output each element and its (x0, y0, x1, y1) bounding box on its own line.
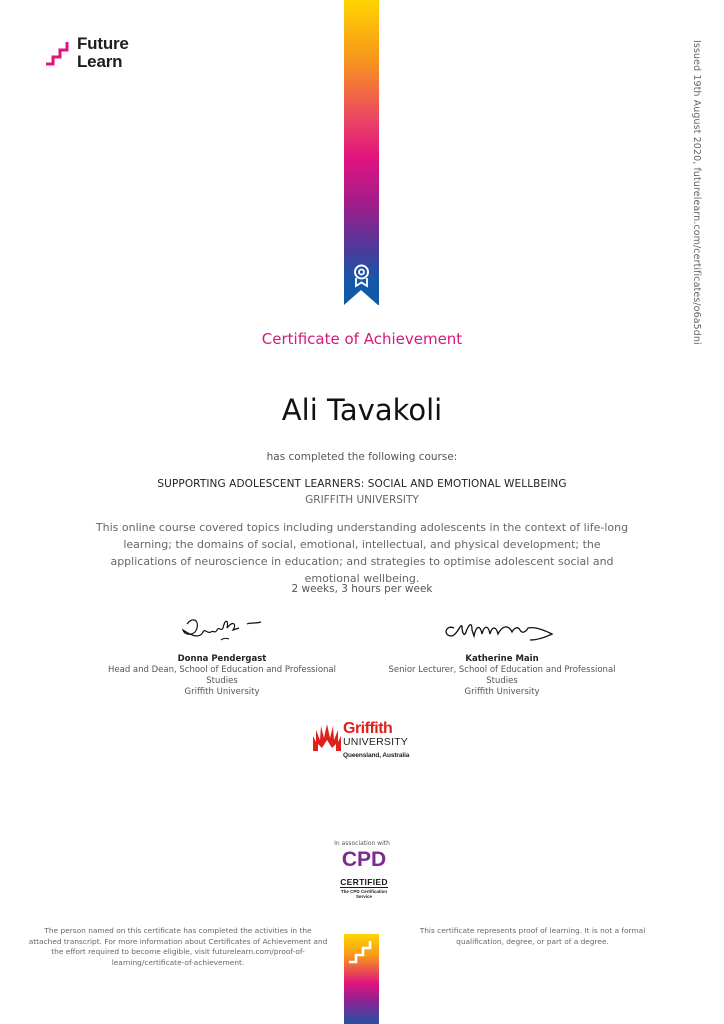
top-ribbon (344, 0, 379, 305)
futurelearn-logo (45, 35, 129, 71)
course-duration: 2 weeks, 3 hours per week (291, 583, 433, 595)
signatory-1 (92, 610, 352, 698)
signatory-2 (372, 610, 632, 698)
course-description: This online course covered topics including understanding adolescents in the context of life-long learning; the domains of social, emotional, intellectual, and physical development; the applications of neuroscience in education; and strategies to optimise adolescent social and emotional wellbeing. (95, 521, 629, 585)
griffith-flame-icon (312, 724, 342, 752)
griffith-university-label: UNIVERSITY (343, 736, 409, 748)
certificate-title: Certificate of Achievement (261, 330, 463, 348)
signatory-role: Senior Lecturer, School of Education and Professional Studies (388, 665, 616, 686)
cpd-letters: CPD (341, 848, 387, 871)
institution-name: GRIFFITH UNIVERSITY (305, 494, 419, 506)
stairs-icon (45, 40, 71, 66)
signature-donna-pendergast (177, 610, 267, 650)
cpd-service-label: The CPD Certification Service (340, 889, 388, 899)
signatory-org: Griffith University (464, 687, 540, 697)
ribbon-notch (344, 290, 378, 305)
learner-name: Ali Tavakoli (281, 393, 443, 427)
award-rosette-icon (351, 264, 372, 288)
footer-right-note: This certificate represents proof of learning. It is not a formal qualification, degree, or part of a degree. (419, 926, 646, 946)
signatory-org: Griffith University (184, 687, 260, 697)
griffith-location: Queensland, Australia (343, 752, 410, 759)
footer-left-note: The person named on this certificate has completed the activities in the attached transcript. For more information about Certificates of Achievement and the effort required to become eligible, visit futurelearn.com/proof-of-learning/certificate-of-achievement. (28, 926, 328, 967)
griffith-name: Griffith (343, 720, 393, 737)
logo-line-2: Learn (77, 52, 123, 71)
logo-line-1: Future (77, 34, 129, 53)
signatory-name: Donna Pendergast (177, 654, 267, 664)
course-title: SUPPORTING ADOLESCENT LEARNERS: SOCIAL AND EMOTIONAL WELLBEING (157, 478, 567, 490)
signatory-role: Head and Dean, School of Education and Professional Studies (107, 665, 336, 686)
stairs-icon (348, 940, 376, 966)
completed-text: has completed the following course: (266, 451, 458, 463)
cpd-certified-logo (338, 850, 390, 900)
signature-katherine-main (432, 610, 572, 650)
signatory-name: Katherine Main (465, 654, 539, 664)
association-label: In association with (334, 840, 390, 847)
griffith-university-logo (312, 722, 416, 766)
cpd-certified-label: CERTIFIED (340, 877, 388, 887)
issued-date-and-url: Issued 19th August 2020, futurelearn.com/certificates/o6a5dni (691, 40, 702, 345)
